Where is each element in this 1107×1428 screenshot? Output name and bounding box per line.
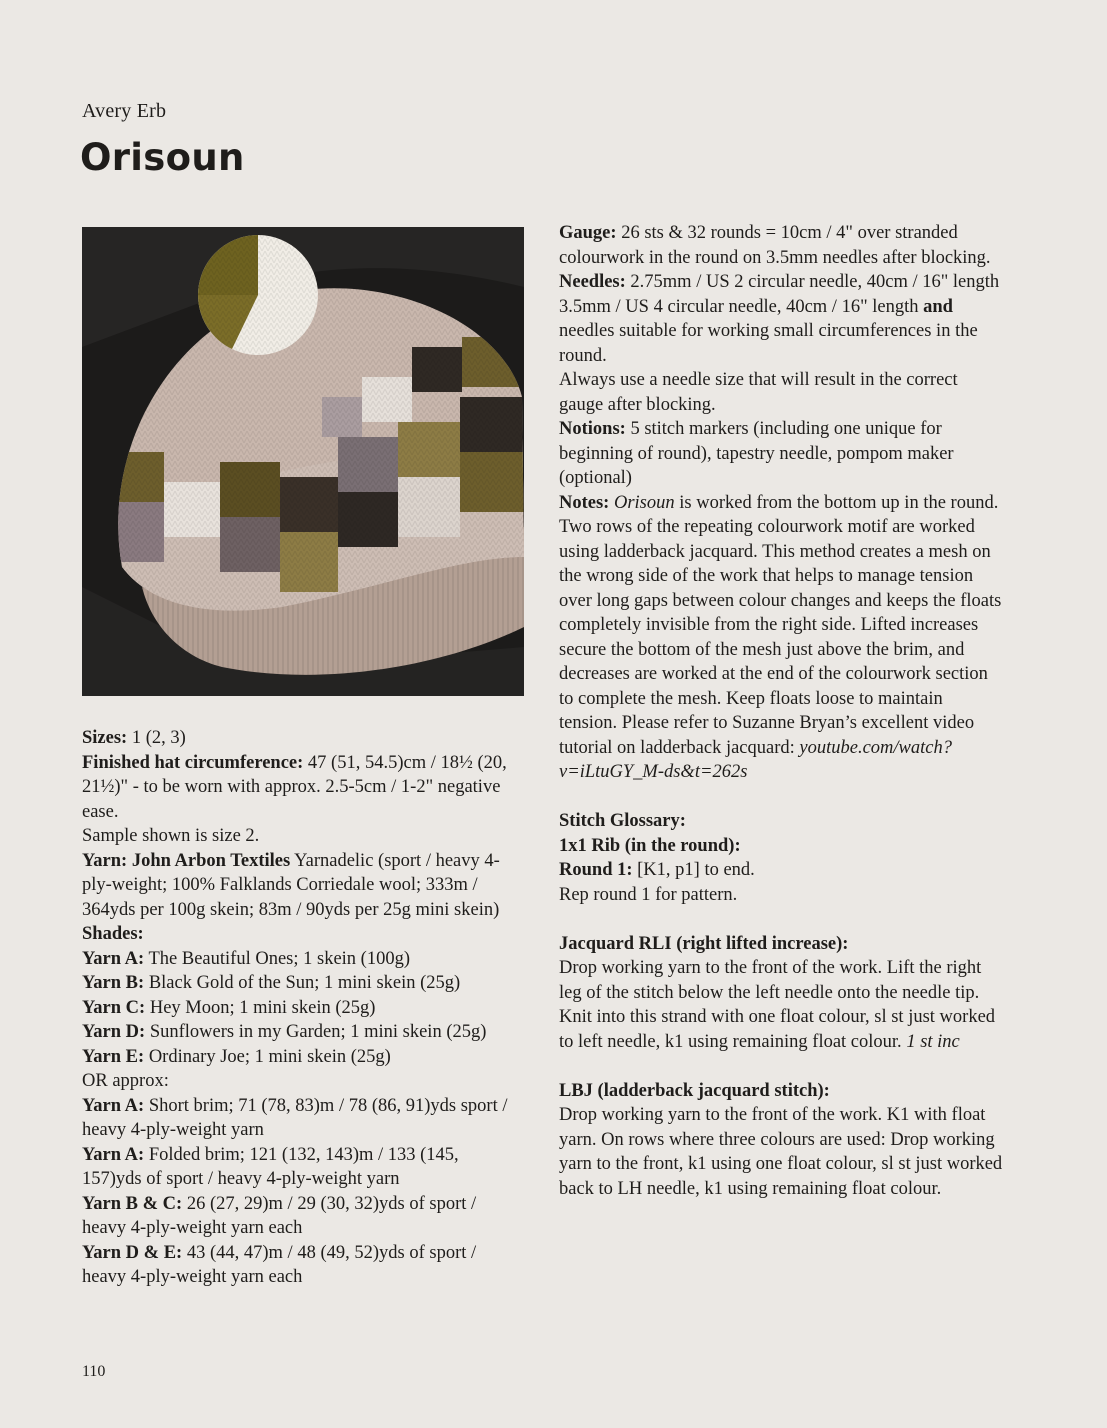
notions-value: 5 stitch markers (including one unique for beginning of round), tapestry needle, pompom maker (optional) bbox=[559, 419, 954, 488]
yarn-label: Yarn: John Arbon Textiles bbox=[82, 850, 291, 871]
shade-line bbox=[82, 971, 522, 996]
rli-body: Drop working yarn to the front of the work. Lift the right leg of the stitch below the left needle onto the needle tip. Knit into this strand with one float colour, sl st just worked to left needle, k1 using remaining float colour. bbox=[559, 958, 996, 1052]
circumference-line bbox=[82, 751, 522, 825]
rib-round-label: Round 1: bbox=[559, 860, 633, 880]
needles-label: Needles: bbox=[559, 272, 626, 292]
needles-line-2 bbox=[559, 295, 1004, 369]
sizes-label: Sizes: bbox=[82, 728, 128, 748]
notes-url: youtube.com/watch?v=iLtuGY_M-ds&t=262s bbox=[559, 737, 952, 782]
shades-label: Shades: bbox=[82, 924, 144, 944]
sizes-value: 1 (2, 3) bbox=[127, 728, 186, 748]
author-name: Avery Erb bbox=[82, 100, 167, 122]
notes-label: Notes: bbox=[559, 492, 610, 513]
amount-value: Short brim; 71 (78, 83)m / 78 (86, 91)yds sport / heavy 4-ply-weight yarn bbox=[82, 1095, 508, 1140]
notions-label: Notions: bbox=[559, 419, 626, 439]
right-column bbox=[559, 221, 1004, 1201]
amount-value: 26 (27, 29)m / 29 (30, 32)yds of sport / heavy 4-ply-weight yarn each bbox=[82, 1193, 477, 1238]
needles-note: Always use a needle size that will result in the correct gauge after blocking. bbox=[559, 370, 958, 415]
circumference-value: 47 (51, 54.5)cm / 18½ (20, 21½)" - to be worn with approx. 2.5-5cm / 1-2" negative ease. bbox=[82, 752, 507, 822]
or-approx-line: OR approx: bbox=[82, 1071, 169, 1091]
rli-title-text: Jacquard RLI (right lifted increase): bbox=[559, 933, 849, 954]
shade-label: Yarn E: bbox=[82, 1046, 145, 1067]
shade-value: Sunflowers in my Garden; 1 mini skein (25g) bbox=[145, 1022, 487, 1042]
hat-photo bbox=[82, 227, 524, 696]
shade-label: Yarn A: bbox=[82, 948, 145, 969]
rli-title bbox=[559, 932, 1004, 957]
needles-line2-pre: 3.5mm / US 4 circular needle, 40cm / 16" length bbox=[559, 296, 924, 317]
amount-value: 43 (44, 47)m / 48 (49, 52)yds of sport / heavy 4-ply-weight yarn each bbox=[82, 1242, 477, 1287]
amount-line bbox=[82, 1094, 522, 1143]
amount-line bbox=[82, 1192, 522, 1241]
shade-line bbox=[82, 996, 522, 1021]
shade-line bbox=[82, 1020, 522, 1045]
amount-label: Yarn B & C: bbox=[82, 1193, 183, 1214]
lbj-title-text: LBJ (ladderback jacquard stitch): bbox=[559, 1080, 830, 1101]
amount-line bbox=[82, 1143, 522, 1192]
rib-title bbox=[559, 834, 1004, 859]
rib-title-text: 1x1 Rib (in the round): bbox=[559, 835, 741, 856]
needles-value: 2.75mm / US 2 circular needle, 40cm / 16" length bbox=[625, 272, 1000, 292]
needles-line2-post: needles suitable for working small circumferences in the round. bbox=[559, 321, 978, 366]
gauge-value: 26 sts & 32 rounds = 10cm / 4" over stranded colourwork in the round on 3.5mm needles after blocking. bbox=[559, 223, 991, 268]
amount-label: Yarn D & E: bbox=[82, 1242, 183, 1263]
shades-heading bbox=[82, 922, 522, 947]
shade-line bbox=[82, 947, 522, 972]
notes-line bbox=[559, 491, 1004, 785]
notions-line bbox=[559, 417, 1004, 491]
left-column bbox=[82, 726, 522, 1290]
amount-label: Yarn A: bbox=[82, 1095, 145, 1116]
notes-value: is worked from the bottom up in the round. Two rows of the repeating colourwork motif are worked using ladderback jacquard. This method creates a mesh on the wrong side of the work that helps to manage tension over long gaps between colour changes and keeps the floats completely invisible from the right side. Lifted increases secure the bottom of the mesh just above the brim, and decreases are worked at the end of the colourwork section to complete the mesh. Keep floats loose to maintain tension. Please refer to Suzanne Bryan’s excellent video tutorial on ladderback jacquard: bbox=[559, 492, 1002, 758]
shade-value: The Beautiful Ones; 1 skein (100g) bbox=[144, 948, 410, 969]
page-number: 110 bbox=[82, 1363, 106, 1380]
notes-italic: Orisoun bbox=[613, 492, 675, 513]
needles-line bbox=[559, 270, 1004, 295]
amount-label: Yarn A: bbox=[82, 1144, 145, 1165]
shade-label: Yarn B: bbox=[82, 973, 145, 993]
shade-value: Ordinary Joe; 1 mini skein (25g) bbox=[144, 1046, 391, 1067]
rib-rep-line: Rep round 1 for pattern. bbox=[559, 884, 738, 905]
amount-value: Folded brim; 121 (132, 143)m / 133 (145, 157)yds of sport / heavy 4-ply-weight yarn bbox=[82, 1144, 459, 1189]
circumference-label: Finished hat circumference: bbox=[82, 752, 304, 773]
rli-italic: 1 st inc bbox=[906, 1031, 960, 1052]
gauge-line bbox=[559, 221, 1004, 270]
rli-text bbox=[559, 956, 1004, 1054]
amount-line bbox=[82, 1241, 522, 1290]
yarn-value: Yarnadelic (sport / heavy 4-ply-weight; 100% Falklands Corriedale wool; 333m / 364yds per 100g skein; 83m / 90yds per 25g mini skein) bbox=[82, 850, 500, 920]
lbj-title bbox=[559, 1079, 1004, 1104]
shade-value: Black Gold of the Sun; 1 mini skein (25g) bbox=[144, 973, 461, 993]
glossary-title bbox=[559, 809, 1004, 834]
pattern-title: Orisoun bbox=[80, 136, 245, 179]
shade-value: Hey Moon; 1 mini skein (25g) bbox=[145, 997, 376, 1018]
shade-line bbox=[82, 1045, 522, 1070]
rib-round-line bbox=[559, 858, 1004, 883]
yarn-line bbox=[82, 849, 522, 923]
needles-and: and bbox=[923, 296, 953, 317]
rib-round-value: [K1, p1] to end. bbox=[632, 860, 755, 880]
gauge-label: Gauge: bbox=[559, 223, 617, 243]
lbj-text: Drop working yarn to the front of the work. K1 with float yarn. On rows where three colours are used: Drop working yarn to the front, k1 using one float colour, sl st just worked back to LH needle, k1 using remaining float colour. bbox=[559, 1105, 1003, 1199]
sample-line: Sample shown is size 2. bbox=[82, 826, 260, 846]
glossary-title-text: Stitch Glossary: bbox=[559, 811, 686, 831]
shade-label: Yarn C: bbox=[82, 997, 146, 1018]
shade-label: Yarn D: bbox=[82, 1022, 146, 1042]
sizes-line bbox=[82, 726, 522, 751]
